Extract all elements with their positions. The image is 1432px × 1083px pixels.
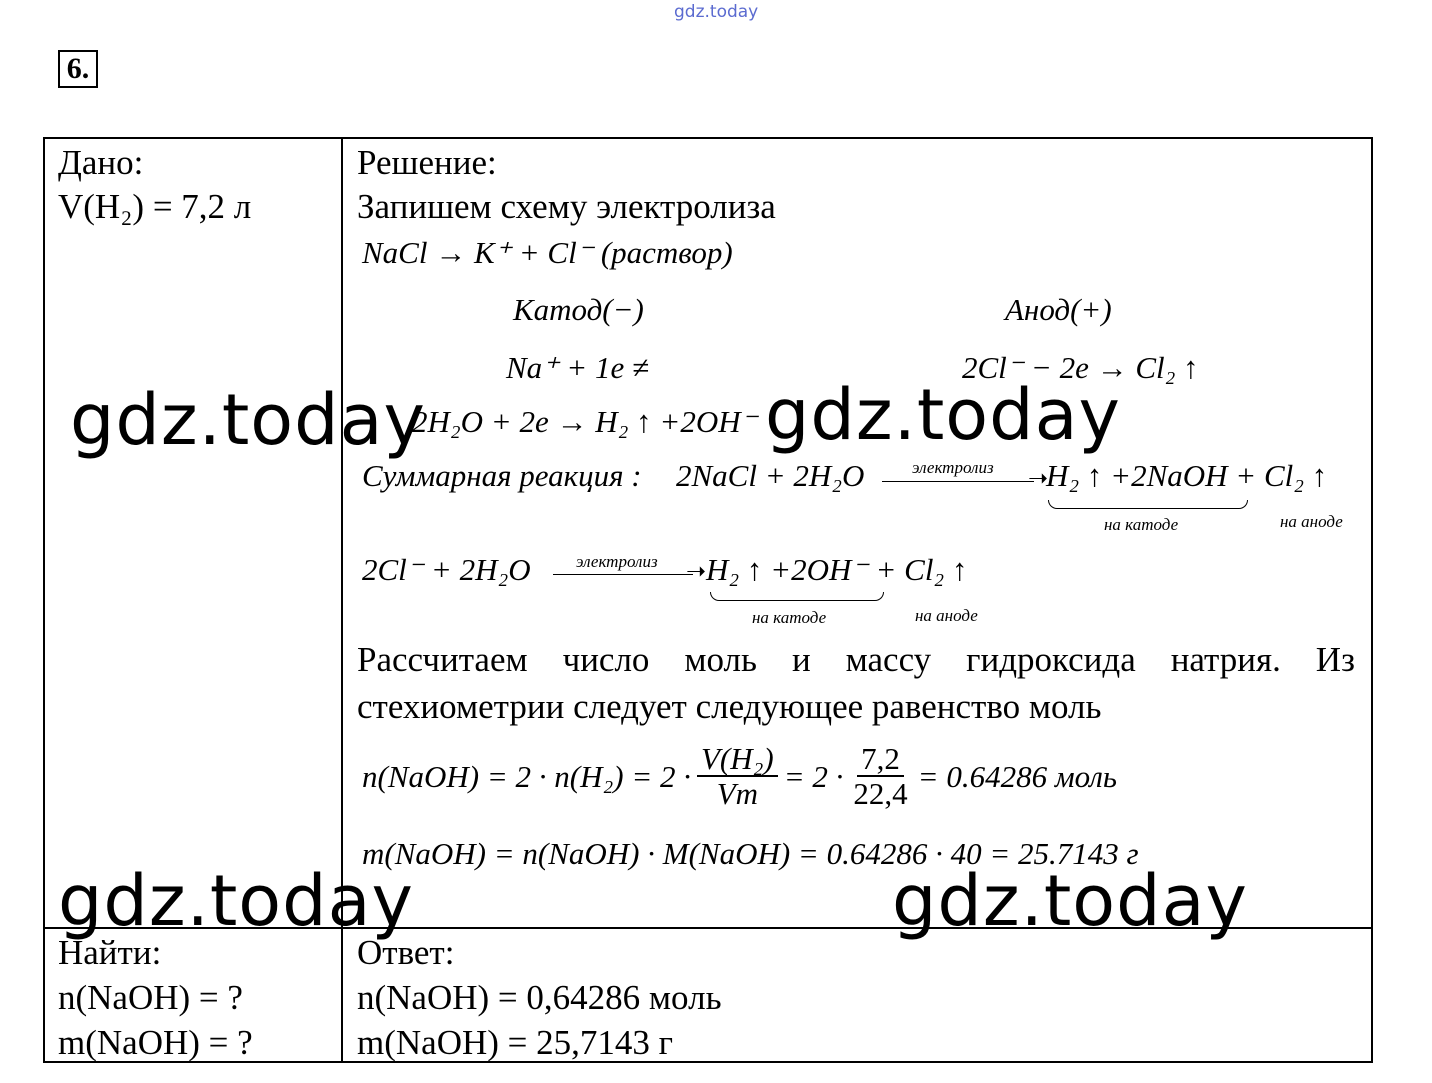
ionic-arrowhead-icon: ➝ <box>686 559 707 585</box>
answer-m: m(NaOH) = 25,7143 г <box>357 1023 673 1062</box>
calc-word: Из <box>1315 640 1355 679</box>
ionic-arrow <box>553 574 693 575</box>
calc-text-line-1 <box>357 640 1355 680</box>
calc-word: гидроксида <box>966 640 1136 679</box>
given-label: Дано: <box>58 143 144 182</box>
find-m: m(NaOH) = ? <box>58 1023 253 1062</box>
calc-text-line-2: стехиометрии следует следующее равенство моль <box>357 687 1102 726</box>
summary-electrolysis-label: электролиз <box>912 458 994 477</box>
fraction-denominator: Vm <box>716 776 759 812</box>
answer-n: n(NaOH) = 0,64286 моль <box>357 978 722 1017</box>
summary-left: 2NaCl + 2H₂O <box>676 458 865 493</box>
equation-n-mid: = 2 · <box>783 759 844 794</box>
solution-label: Решение: <box>357 143 497 182</box>
watermark: gdz.today <box>765 374 1121 456</box>
equation-n-fraction-2 <box>849 740 911 812</box>
ionic-right: H₂ ↑ +2OH⁻ + Cl₂ ↑ <box>706 552 968 587</box>
summary-reaction-label: Суммарная реакция : <box>362 458 642 493</box>
dissociation-equation: NaCl → K⁺ + Cl⁻ (раствор) <box>362 235 733 270</box>
summary-on-anode: на аноде <box>1280 512 1343 531</box>
equation-m: m(NaOH) = n(NaOH) · M(NaOH) = 0.64286 · 40 = 25.7143 г <box>362 836 1139 871</box>
summary-on-cathode: на катоде <box>1104 515 1179 534</box>
calc-word: и <box>791 640 811 679</box>
calc-word: Рассчитаем <box>357 640 528 679</box>
summary-arrowhead-icon: ➝ <box>1028 466 1049 492</box>
calc-word: массу <box>845 640 932 679</box>
summary-cathode-brace <box>1048 500 1248 509</box>
watermark: gdz.today <box>892 860 1248 942</box>
cathode-equation-2: 2H₂O + 2e → H₂ ↑ +2OH⁻ <box>412 404 757 439</box>
equation-n-fraction <box>697 740 778 812</box>
answer-label: Ответ: <box>357 933 455 972</box>
anode-equation: 2Cl⁻ − 2e → Cl₂ ↑ <box>962 350 1199 385</box>
cathode-label: Катод(−) <box>513 292 644 327</box>
watermark: gdz.today <box>70 379 426 461</box>
equation-n-left: n(NaOH) = 2 · n(H₂) = 2 · <box>362 759 691 794</box>
equation-n-right: = 0.64286 моль <box>917 759 1117 794</box>
summary-right: H₂ ↑ +2NaOH + Cl₂ ↑ <box>1046 458 1328 493</box>
find-label: Найти: <box>58 933 162 972</box>
anode-label: Анод(+) <box>1005 292 1112 327</box>
fraction-2-numerator: 7,2 <box>857 743 904 778</box>
ionic-left: 2Cl⁻ + 2H₂O <box>362 552 531 587</box>
calc-word: натрия. <box>1170 640 1281 679</box>
fraction-numerator: V(H₂) <box>697 743 778 778</box>
equation-n <box>362 732 1117 822</box>
fraction-2-denominator: 22,4 <box>853 776 908 812</box>
cathode-equation-1: Na⁺ + 1e ≠ <box>506 350 649 385</box>
ionic-electrolysis-label: электролиз <box>576 552 658 571</box>
top-watermark: gdz.today <box>674 2 759 22</box>
given-volume: V(H₂) = 7,2 л <box>58 187 252 226</box>
ionic-on-anode: на аноде <box>915 606 978 625</box>
calc-word: моль <box>684 640 757 679</box>
watermark: gdz.today <box>58 860 414 942</box>
summary-arrow <box>882 481 1034 482</box>
task-number: 6. <box>58 50 98 88</box>
calc-word: число <box>562 640 650 679</box>
solution-intro: Запишем схему электролиза <box>357 187 776 226</box>
find-n: n(NaOH) = ? <box>58 978 243 1017</box>
ionic-cathode-brace <box>710 592 884 601</box>
ionic-on-cathode: на катоде <box>752 608 827 627</box>
